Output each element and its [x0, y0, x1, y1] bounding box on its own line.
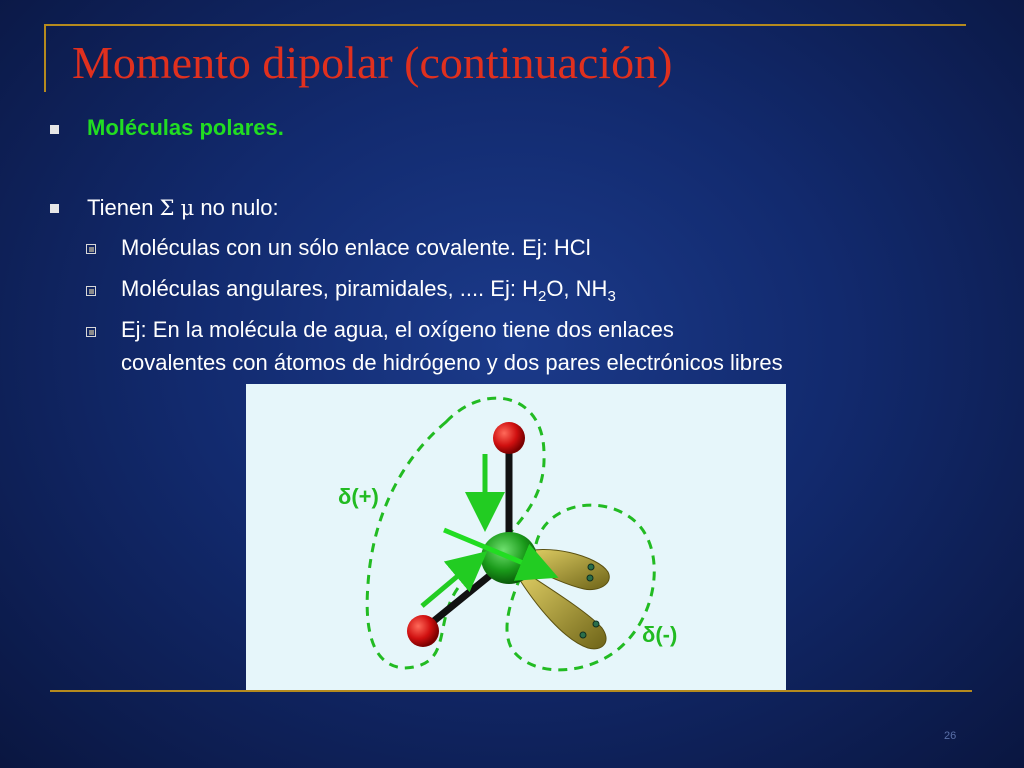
slide-title: Momento dipolar (continuación)	[72, 37, 673, 88]
bullet-polar-molecules: Moléculas polares.	[87, 115, 284, 140]
bullet-square-icon	[50, 204, 59, 213]
page-number: 26	[944, 730, 957, 742]
footer-line	[50, 690, 972, 692]
delta-negative-label: δ(-)	[642, 622, 678, 647]
water-molecule-diagram	[246, 384, 786, 690]
subbullet-single-bond: Moléculas con un sólo enlace covalente. Ej: HCl	[121, 235, 591, 260]
hydrogen-atom-top	[493, 422, 525, 454]
electron-dot	[588, 564, 594, 570]
title-frame-top	[44, 24, 966, 26]
water-molecule-figure	[246, 384, 786, 690]
subbullet-angular-molecules: Moléculas angulares, piramidales, .... Ej: $H_2O$, $NH_3$	[121, 276, 616, 305]
subbullet-water-line1: Ej: En la molécula de agua, el oxígeno tiene dos enlaces	[121, 317, 674, 342]
title-frame-left	[44, 24, 46, 92]
bullet-square-icon	[50, 125, 59, 134]
hydrogen-atom-bottom	[407, 615, 439, 647]
electron-dot	[587, 575, 593, 581]
subbullet-checkbox-icon	[86, 286, 96, 296]
subbullet-water-line2: covalentes con átomos de hidrógeno y dos pares electrónicos libres	[121, 350, 783, 375]
bullet-nonzero-moment: Tienen Σ μ no nulo:	[87, 195, 279, 220]
subbullet-checkbox-icon	[86, 327, 96, 337]
subbullet-checkbox-icon	[86, 244, 96, 254]
electron-dot	[593, 621, 599, 627]
delta-positive-label: δ(+)	[338, 484, 379, 509]
electron-dot	[580, 632, 586, 638]
